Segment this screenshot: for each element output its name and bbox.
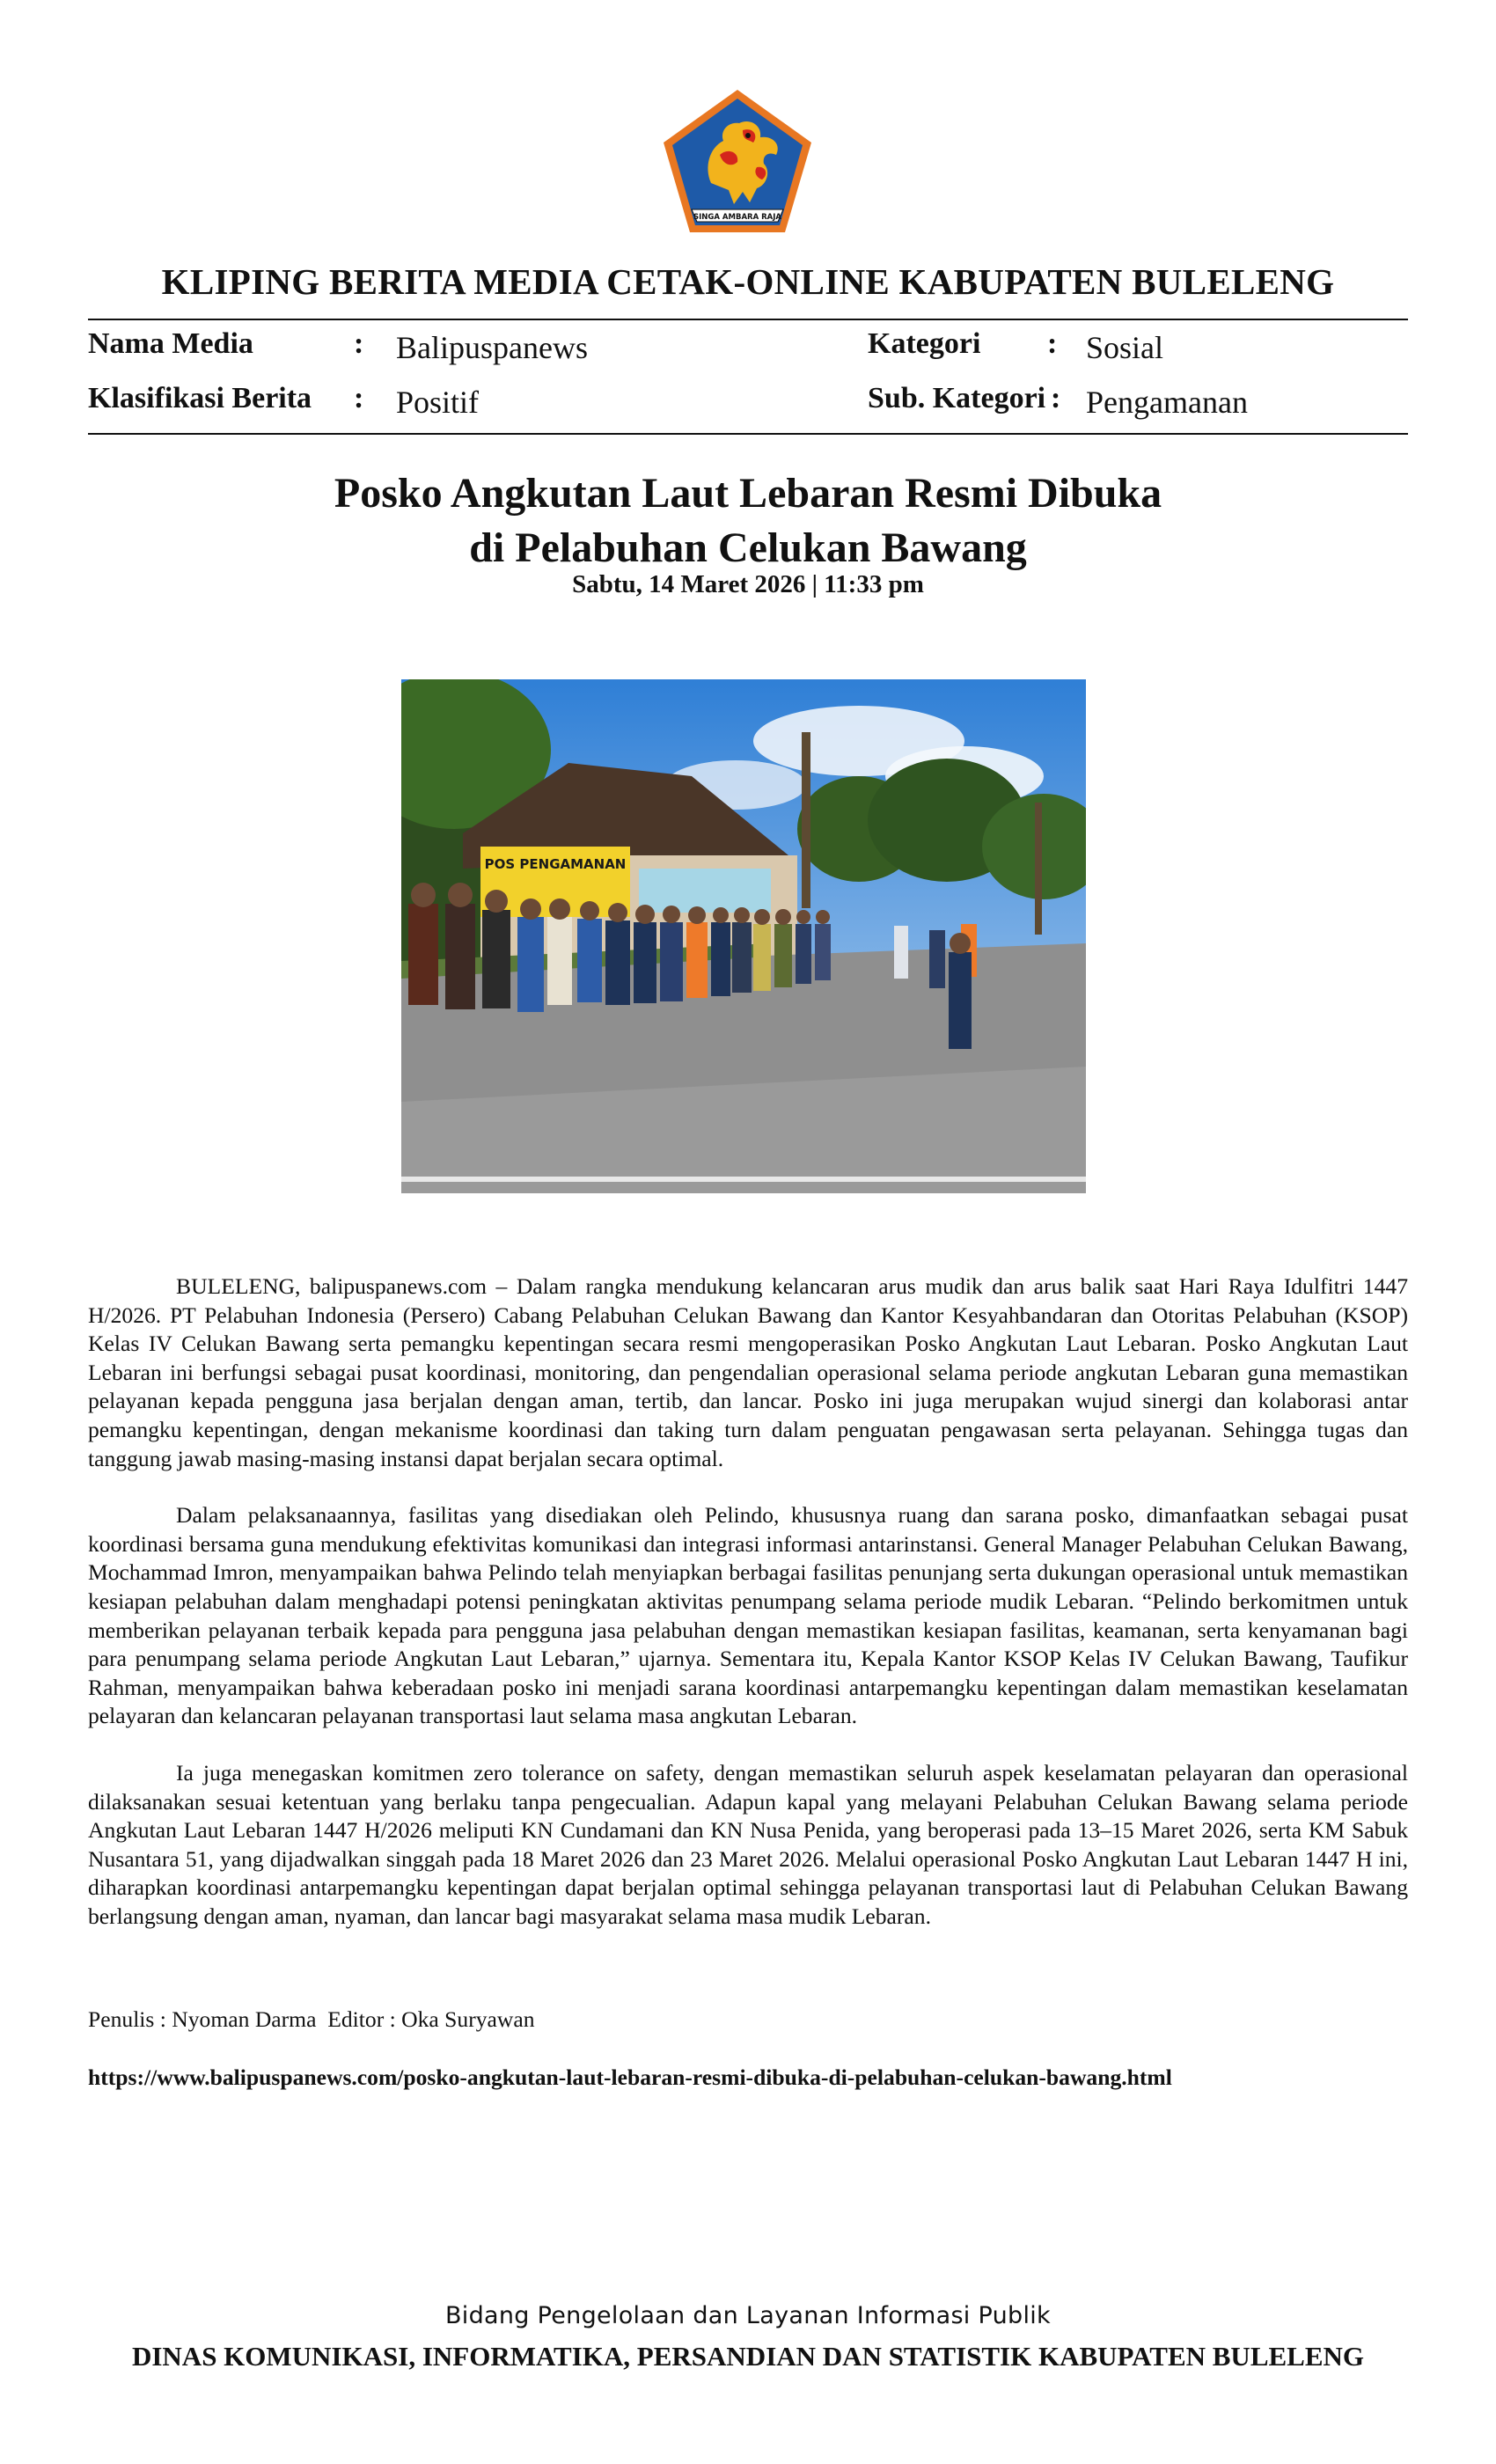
photo-illustration xyxy=(401,679,1086,1193)
buleleng-regency-logo xyxy=(658,86,817,236)
meta-divider xyxy=(88,433,1408,435)
article-photo xyxy=(401,679,1086,1193)
subkategori-label: Sub. Kategori xyxy=(868,382,1046,414)
meta-media-row xyxy=(88,327,792,366)
media-value: Balipuspanews xyxy=(396,330,588,365)
media-label: Nama Media xyxy=(88,327,253,360)
subkategori-value: Pengamanan xyxy=(1086,385,1248,420)
meta-klasifikasi-row xyxy=(88,382,792,421)
klasifikasi-colon: : xyxy=(354,382,364,414)
logo-emblem xyxy=(658,86,817,236)
headline-line-2: di Pelabuhan Celukan Bawang xyxy=(469,524,1027,571)
article-paragraph-2: Dalam pelaksanaannya, fasilitas yang disediakan oleh Pelindo, khususnya ruang dan sarana posko, dimanfaatkan sebagai pusat koordinasi bersama guna mendukung efektivitas komunikasi dan integrasi informasi antarinstansi. General Manager Pelabuhan Celukan Bawang, Mochammad Imron, menyampaikan bahwa Pelindo telah menyiapkan berbagai fasilitas penunjang serta dukungan operasional untuk memastikan kesiapan pelabuhan dalam menghadapi potensi peningkatan aktivitas penumpang selama periode mudik Lebaran. “Pelindo berkomitmen untuk memberikan pelayanan terbaik kepada para pengguna jasa pelabuhan dengan memastikan kesiapan fasilitas, keamanan, serta kenyamanan bagi para penumpang selama periode Angkutan Laut Lebaran,” ujarnya. Sementara itu, Kepala Kantor KSOP Kelas IV Celukan Bawang, Taufikur Rahman, menyampaikan bahwa keberadaan posko ini menjadi sarana koordinasi antarpemangku kepentingan dalam memastikan keselamatan pelayaran dan kelancaran pelayanan transportasi laut selama masa angkutan Lebaran. xyxy=(88,1502,1408,1729)
article-paragraph-3: Ia juga menegaskan komitmen zero tolerance on safety, dengan memastikan seluruh aspek keselamatan pelayaran dan operasional dilaksanakan sesuai ketentuan yang berlaku tanpa pengecualian. Adapun kapal yang melayani Pelabuhan Celukan Bawang selama periode Angkutan Laut Lebaran 1447 H/2026 meliputi KN Cundamani dan KN Nusa Penida, yang beroperasi pada 13–15 Maret 2026, serta KM Sabuk Nusantara 51, yang dijadwalkan singgah pada 18 Maret 2026 dan 23 Maret 2026. Melalui operasional Posko Angkutan Laut Lebaran 1447 H ini, diharapkan koordinasi antarpemangku kepentingan dapat berjalan optimal sehingga pelayanan transportasi laut di Pelabuhan Celukan Bawang berlangsung dengan aman, nyaman, dan lancar bagi masyarakat selama masa mudik Lebaran. xyxy=(88,1759,1408,1929)
footer-division: Bidang Pengelolaan dan Layanan Informasi Publik xyxy=(444,2302,1051,2329)
kategori-label: Kategori xyxy=(868,327,981,360)
meta-kategori-row xyxy=(868,327,1408,366)
footer-agency: DINAS KOMUNIKASI, INFORMATIKA, PERSANDIAN DAN STATISTIK KABUPATEN BULELENG xyxy=(131,2341,1365,2372)
media-colon: : xyxy=(354,327,364,360)
meta-subkategori-row xyxy=(868,382,1408,421)
article-dateline: Sabtu, 14 Maret 2026 | 11:33 pm xyxy=(572,570,924,598)
klasifikasi-value: Positif xyxy=(396,385,480,420)
top-divider xyxy=(88,319,1408,320)
logo-motto: SINGA AMBARA RAJA xyxy=(693,213,781,222)
headline-line-1: Posko Angkutan Laut Lebaran Resmi Dibuka xyxy=(334,470,1162,517)
article-headline xyxy=(132,466,1364,576)
article-paragraph-1: BULELENG, balipuspanews.com – Dalam rangka mendukung kelancaran arus mudik dan arus balik saat Hari Raya Idulfitri 1447 H/2026. PT Pelabuhan Indonesia (Persero) Cabang Pelabuhan Celukan Bawang dan Kantor Kesyahbandaran dan Otoritas Pelabuhan (KSOP) Kelas IV Celukan Bawang serta pemangku kepentingan secara resmi mengoperasikan Posko Angkutan Laut Lebaran. Posko Angkutan Laut Lebaran ini berfungsi sebagai pusat koordinasi, monitoring, dan pengendalian operasional selama periode angkutan Lebaran guna memastikan pelayanan kepada pengguna jasa berjalan dengan aman, tertib, dan lancar. Posko ini juga merupakan wujud sinergi dan kolaborasi antar pemangku kepentingan, dengan mekanisme koordinasi dan taking turn dalam penguatan pengawasan serta pelayanan. Sehingga tugas dan tanggung jawab masing-masing instansi dapat berjalan secara optimal. xyxy=(88,1273,1408,1471)
klasifikasi-label: Klasifikasi Berita xyxy=(88,382,312,414)
document-title: KLIPING BERITA MEDIA CETAK-ONLINE KABUPATEN BULELENG xyxy=(161,261,1335,302)
article-body xyxy=(88,1272,1408,1959)
subkategori-colon: : xyxy=(1051,382,1061,414)
kategori-colon: : xyxy=(1047,327,1058,360)
photo-banner-text: POS PENGAMANAN xyxy=(484,856,627,872)
article-credit: Penulis : Nyoman Darma Editor : Oka Suryawan xyxy=(88,2006,535,2032)
article-source-link[interactable]: https://www.balipuspanews.com/posko-angkutan-laut-lebaran-resmi-dibuka-di-pelabuhan-celukan-bawang.html xyxy=(88,2064,1172,2090)
kategori-value: Sosial xyxy=(1086,330,1164,365)
